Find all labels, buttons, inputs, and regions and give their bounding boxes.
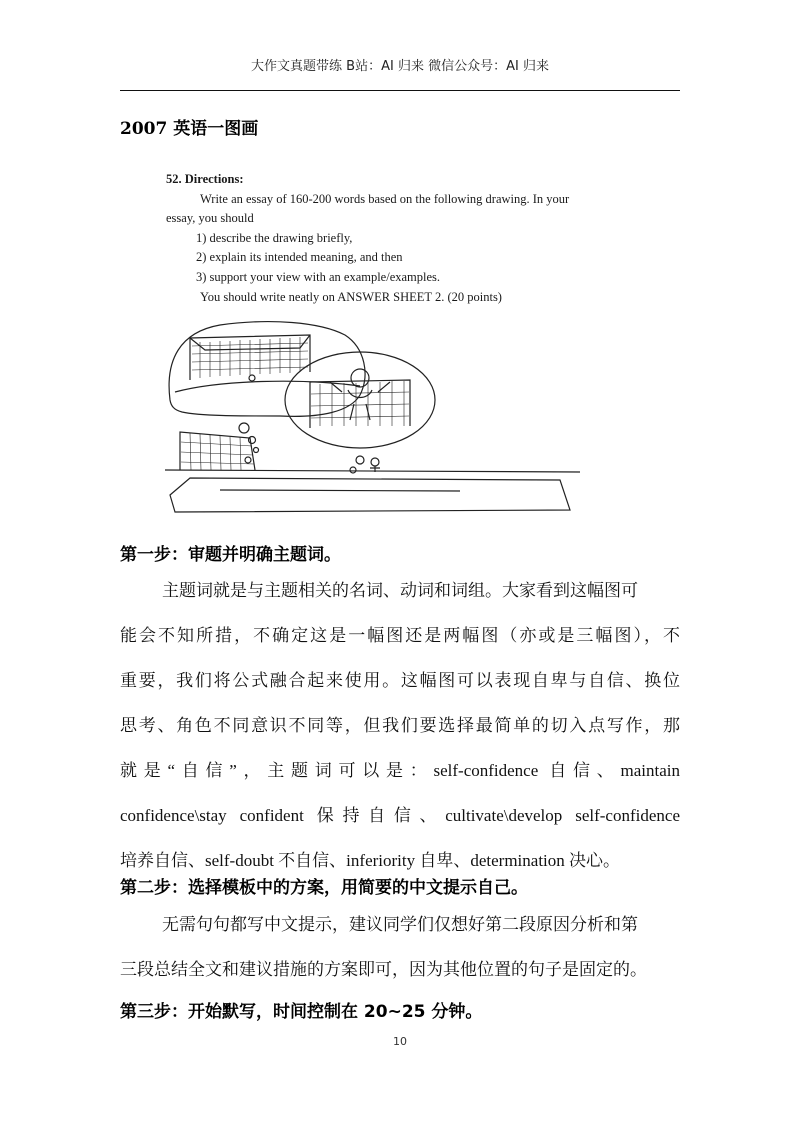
- step-3-heading: 第三步：开始默写，时间控制在 20~25 分钟。: [120, 1002, 483, 1022]
- section-title: 2007 英语一图画: [120, 119, 259, 139]
- step-1-paragraph: [120, 576, 680, 876]
- paragraph-line: 能会不知所措，不确定这是一幅图还是两幅图（亦或是三幅图），不: [120, 626, 680, 645]
- directions-heading: 52. Directions:: [166, 172, 244, 186]
- step-2-heading: 第二步：选择模板中的方案，用简要的中文提示自己。: [120, 878, 528, 898]
- directions-line: You should write neatly on ANSWER SHEET 2. (20 points): [200, 289, 502, 304]
- directions-block: [160, 170, 650, 307]
- step-1-heading: 第一步：审题并明确主题词。: [120, 545, 341, 565]
- paragraph-line: 主题词就是与主题相关的名词、动词和词组。大家看到这幅图可: [162, 581, 638, 600]
- page-number: 10: [393, 1035, 407, 1048]
- page-header: 大作文真题带练 B站：AI 归来 微信公众号：AI 归来: [251, 59, 549, 74]
- cartoon-drawing: [160, 320, 590, 520]
- step-2-paragraph: [120, 910, 680, 1000]
- paragraph-line: 重要，我们将公式融合起来使用。这幅图可以表现自卑与自信、换位: [120, 671, 680, 690]
- directions-line: essay, you should: [166, 211, 254, 226]
- directions-line: 2) explain its intended meaning, and then: [196, 250, 403, 265]
- paragraph-line: 培养自信、self-doubt 不自信、inferiority 自卑、determination 决心。: [120, 851, 621, 870]
- paragraph-line: 思考、角色不同意识不同等，但我们要选择最简单的切入点写作，那: [120, 716, 680, 735]
- directions-line: Write an essay of 160-200 words based on the following drawing. In your: [200, 191, 570, 206]
- paragraph-line: 无需句句都写中文提示，建议同学们仅想好第二段原因分析和第: [162, 915, 638, 934]
- directions-line: 3) support your view with an example/examples.: [196, 269, 441, 284]
- directions-line: 1) describe the drawing briefly,: [196, 230, 353, 245]
- header-divider: [120, 90, 680, 91]
- paragraph-line: 三段总结全文和建议措施的方案即可，因为其他位置的句子是固定的。: [120, 960, 647, 979]
- paragraph-line: 就是“自信”，主题词可以是：self-confidence 自信、maintain: [120, 761, 680, 780]
- paragraph-line: confidence\stay confident 保持自信、cultivate\develop self-confidence: [120, 806, 680, 825]
